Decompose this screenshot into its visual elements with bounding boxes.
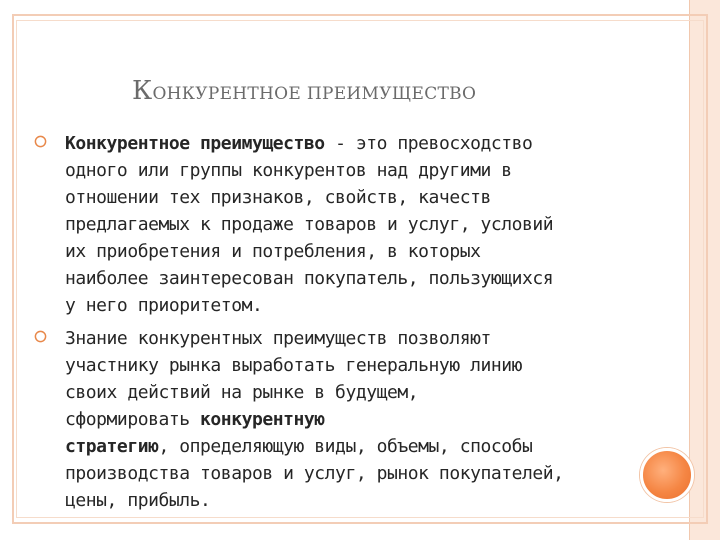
bullet-text-1	[65, 130, 632, 319]
bullet-item-1	[32, 130, 632, 319]
bullet-text-2	[65, 325, 632, 514]
orange-circle-decoration	[640, 448, 694, 502]
bullet-1-bold-lead: Конкурентное преимущество	[65, 133, 325, 154]
bullet-1-body: - это превосходство одного или группы конкурентов над другими в отношении тех признаков, свойств, качеств предлагаемых к продаже товаров и услуг, условий их приобретения и потребления, в которых наиболее заинтересован покупатель, пользующихся у него приоритетом.	[65, 133, 554, 316]
slide-title	[132, 76, 652, 106]
bullet-2-text-before: Знание конкурентных преимуществ позволяют участнику рынка выработать генеральную линию своих действий на рынке в будущем, сформировать	[65, 328, 523, 430]
circle-outline-bullet-icon	[34, 135, 47, 148]
bullet-item-2	[32, 325, 632, 514]
slide-content	[32, 130, 632, 520]
title-first-letter: К	[132, 76, 153, 106]
bullet-2-bold-term: конкурентную стратегию	[65, 409, 325, 457]
title-rest: ОНКУРЕНТНОЕ ПРЕИМУЩЕСТВО	[152, 84, 477, 104]
circle-outline-bullet-icon	[34, 330, 47, 343]
bullet-2-text-after: , определяющую виды, объемы, способы производства товаров и услуг, рынок покупателей, цены, прибыль.	[65, 436, 564, 511]
